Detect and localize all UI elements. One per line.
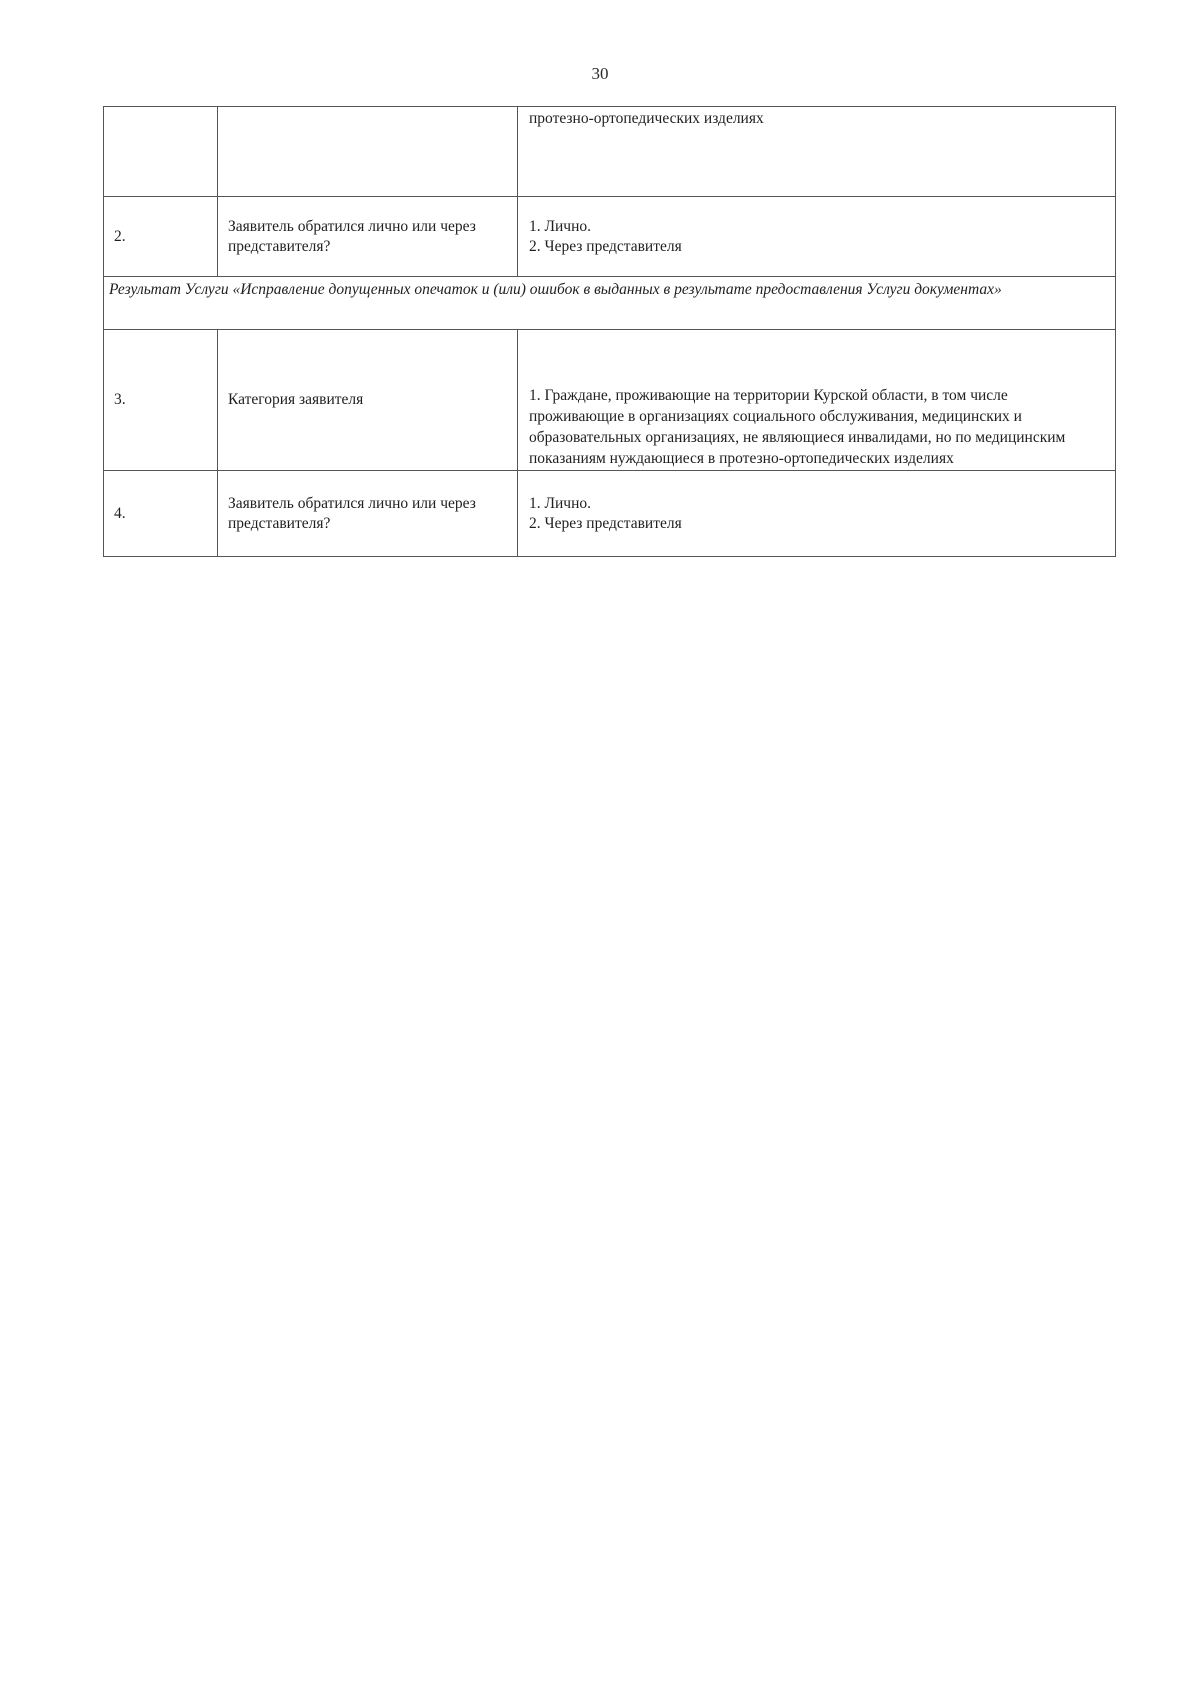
answer-cell: протезно-ортопедических изделиях [518, 107, 1116, 197]
answer-cell: 1. Граждане, проживающие на территории Курской области, в том числе проживающие в организациях социального обслуживания, медицинских и образовательных организациях, не являющиеся инвалидами, но по медицинским показаниям нуждающиеся в протезно-ортопедических изделиях [518, 330, 1116, 471]
row-number-cell: 4. [104, 471, 218, 557]
section-heading: Результат Услуги «Исправление допущенных опечаток и (или) ошибок в выданных в результате предоставления Услуги документах» [104, 277, 1116, 330]
question-cell: Заявитель обратился лично или через представителя? [218, 471, 518, 557]
answer-cell [518, 471, 1116, 557]
answer-option: 1. Лично. [529, 217, 592, 235]
page-number: 30 [591, 64, 609, 83]
table-row [104, 330, 1116, 471]
answer-cell [518, 197, 1116, 277]
table-row [104, 107, 1116, 197]
answer-option: 2. Через представителя [529, 514, 682, 532]
question-cell: Категория заявителя [218, 330, 518, 471]
criteria-table [103, 106, 1116, 557]
table-row [104, 197, 1116, 277]
answer-option: 2. Через представителя [529, 237, 682, 255]
row-number-cell: 2. [104, 197, 218, 277]
question-cell [218, 107, 518, 197]
row-number-cell [104, 107, 218, 197]
row-number-cell: 3. [104, 330, 218, 471]
table-row [104, 471, 1116, 557]
question-cell: Заявитель обратился лично или через представителя? [218, 197, 518, 277]
section-heading-row [104, 277, 1116, 330]
answer-option: 1. Лично. [529, 494, 592, 512]
